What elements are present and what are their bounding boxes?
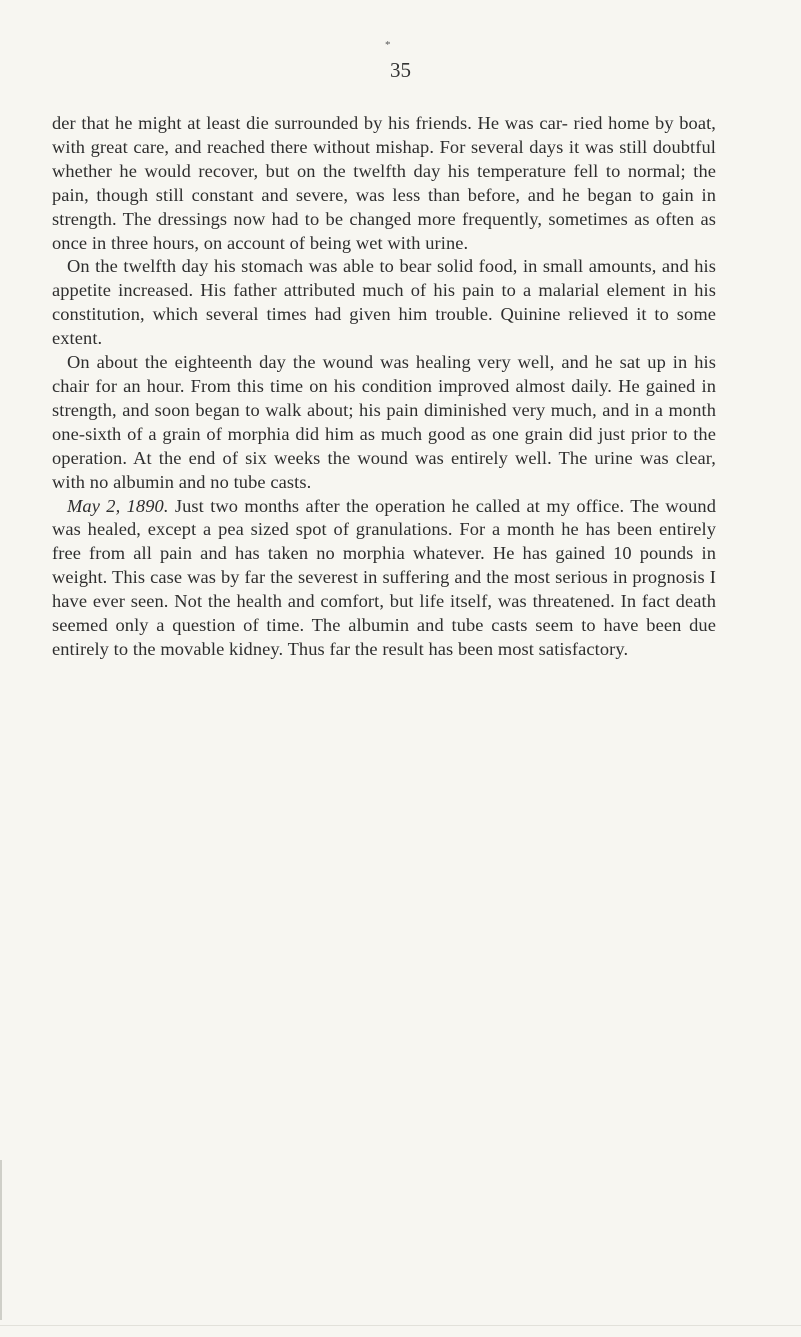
margin-mark: * bbox=[385, 39, 391, 51]
scan-edge-line bbox=[0, 1160, 2, 1320]
scan-bottom-line bbox=[0, 1325, 801, 1326]
paragraph-2: On the twelfth day his stomach was able to bear solid food, in small amounts, and his appetite increased. His father attributed much of his pain to a malarial element in his constitution, which several times had given him trouble. Quinine relieved it to some extent. bbox=[52, 256, 716, 349]
paragraph-1: der that he might at least die surrounded by his friends. He was car- ried home by boat, with great care, and reached there without mishap. For several days it was still doubtful whether he would recover, but on the twelfth day his temperature fell to normal; the pain, though still constant and severe, was less than before, and he began to gain in strength. The dressings now had to be changed more frequently, sometimes as often as once in three hours, on account of being wet with urine. bbox=[52, 113, 716, 253]
page-number: 35 bbox=[390, 58, 411, 82]
paragraph-3: On about the eighteenth day the wound was healing very well, and he sat up in his chair for an hour. From this time on his condition improved almost daily. He gained in strength, and soon began to walk about; his pain diminished very much, and in a month one-sixth of a grain of morphia did him as much good as one grain did just prior to the operation. At the end of six weeks the wound was entirely well. The urine was clear, with no albumin and no tube casts. bbox=[52, 352, 716, 492]
paragraph-4-date: May 2, 1890. bbox=[67, 495, 169, 516]
body-text bbox=[52, 112, 716, 662]
paragraph-4-text: Just two months after the operation he called at my office. The wound was healed, except a pea sized spot of granulations. For a month he has been entirely free from all pain and has taken no morphia whatever. He has gained 10 pounds in weight. This case was by far the severest in suffering and the most serious in prognosis I have ever seen. Not the health and comfort, but life itself, was threatened. In fact death seemed only a question of time. The albumin and tube casts seem to have been due entirely to the movable kidney. Thus far the result has been most satisfactory. bbox=[52, 495, 716, 659]
paragraph-4 bbox=[52, 495, 716, 662]
